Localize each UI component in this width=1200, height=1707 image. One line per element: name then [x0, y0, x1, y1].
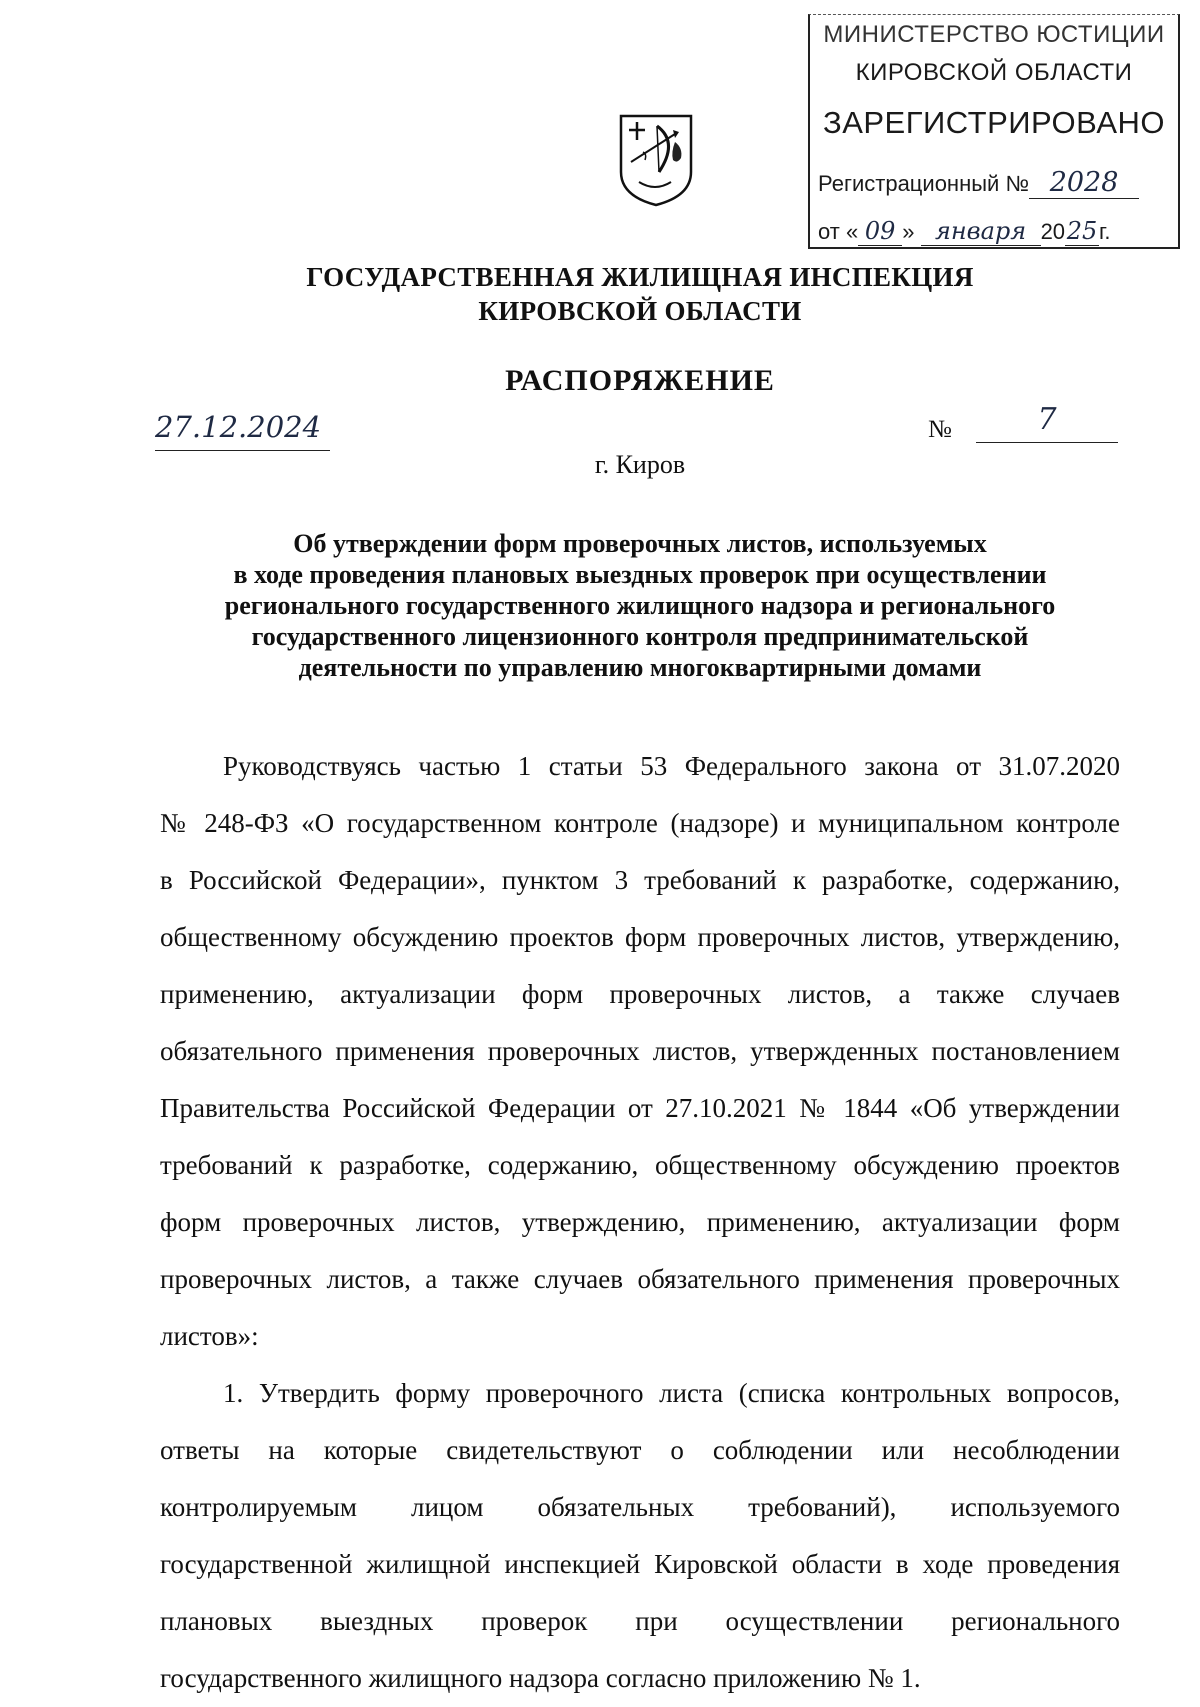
stamp-region: КИРОВСКОЙ ОБЛАСТИ: [855, 59, 1133, 86]
stamp-date-prefix: от «: [818, 219, 859, 244]
document-date: 27.12.2024: [155, 410, 330, 451]
stamp-date-year: 25: [1066, 217, 1098, 245]
registration-stamp: [808, 14, 1180, 249]
stamp-date-line: [818, 217, 1111, 246]
title-line: Об утверждении форм проверочных листов, используемых: [293, 529, 987, 558]
body-line: обязательного применения проверочных листов, утвержденных постановлением: [160, 1036, 1120, 1066]
title-line: регионального государственного жилищного надзора и регионального: [224, 591, 1056, 620]
body-line: контролируемым лицом обязательных требований), используемого: [160, 1492, 1120, 1522]
title-line: в ходе проведения плановых выездных проверок при осуществлении: [233, 560, 1047, 589]
stamp-registration-line: [818, 167, 1139, 199]
stamp-date-day: 09: [858, 217, 902, 246]
body-line: № 248-ФЗ «О государственном контроле (надзоре) и муниципальном контроле: [160, 808, 1120, 838]
document-number: 7: [976, 402, 1118, 443]
city: г. Киров: [594, 450, 686, 479]
organization-name-line1: ГОСУДАРСТВЕННАЯ ЖИЛИЩНАЯ ИНСПЕКЦИЯ: [306, 262, 974, 292]
document-type: РАСПОРЯЖЕНИЕ: [505, 364, 775, 397]
title-line: государственного лицензионного контроля предпринимательской: [251, 622, 1029, 651]
stamp-reg-label: Регистрационный №: [818, 171, 1030, 196]
body-line: листов»:: [160, 1321, 259, 1351]
kirov-coat-of-arms-icon: [617, 112, 695, 208]
body-line: в Российской Федерации», пунктом 3 требований к разработке, содержанию,: [160, 865, 1120, 895]
body-line: ответы на которые свидетельствуют о соблюдении или несоблюдении: [160, 1435, 1120, 1465]
organization-name-line2: КИРОВСКОЙ ОБЛАСТИ: [478, 296, 802, 326]
body-line: требований к разработке, содержанию, общественному обсуждению проектов: [160, 1150, 1120, 1180]
body-line: Руководствуясь частью 1 статьи 53 Федерального закона от 31.07.2020: [223, 751, 1120, 781]
stamp-ministry: МИНИСТЕРСТВО ЮСТИЦИИ: [823, 21, 1165, 48]
document-title: [160, 528, 1120, 683]
body-line: государственной жилищной инспекцией Кировской области в ходе проведения: [160, 1549, 1120, 1579]
stamp-date-mid: »: [902, 219, 915, 244]
body-line: государственного жилищного надзора согласно приложению № 1.: [160, 1663, 921, 1693]
body-line: 1. Утвердить форму проверочного листа (списка контрольных вопросов,: [223, 1378, 1120, 1408]
stamp-reg-number: 2028: [1029, 167, 1139, 199]
stamp-date-suffix: г.: [1099, 219, 1111, 244]
stamp-status: ЗАРЕГИСТРИРОВАНО: [822, 105, 1165, 140]
body-line: Правительства Российской Федерации от 27.10.2021 № 1844 «Об утверждении: [160, 1093, 1120, 1123]
document-body: [160, 738, 1120, 1707]
body-line: проверочных листов, а также случаев обязательного применения проверочных: [160, 1264, 1120, 1294]
number-sign: №: [928, 416, 952, 443]
body-line: применению, актуализации форм проверочных листов, а также случаев: [160, 979, 1120, 1009]
body-line: общественному обсуждению проектов форм проверочных листов, утверждению,: [160, 922, 1120, 952]
stamp-date-month: января: [921, 217, 1041, 246]
stamp-date-year-prefix: 20: [1040, 219, 1066, 244]
body-line: форм проверочных листов, утверждению, применению, актуализации форм: [160, 1207, 1120, 1237]
title-line: деятельности по управлению многоквартирными домами: [298, 653, 982, 682]
body-line: плановых выездных проверок при осуществлении регионального: [160, 1606, 1120, 1636]
